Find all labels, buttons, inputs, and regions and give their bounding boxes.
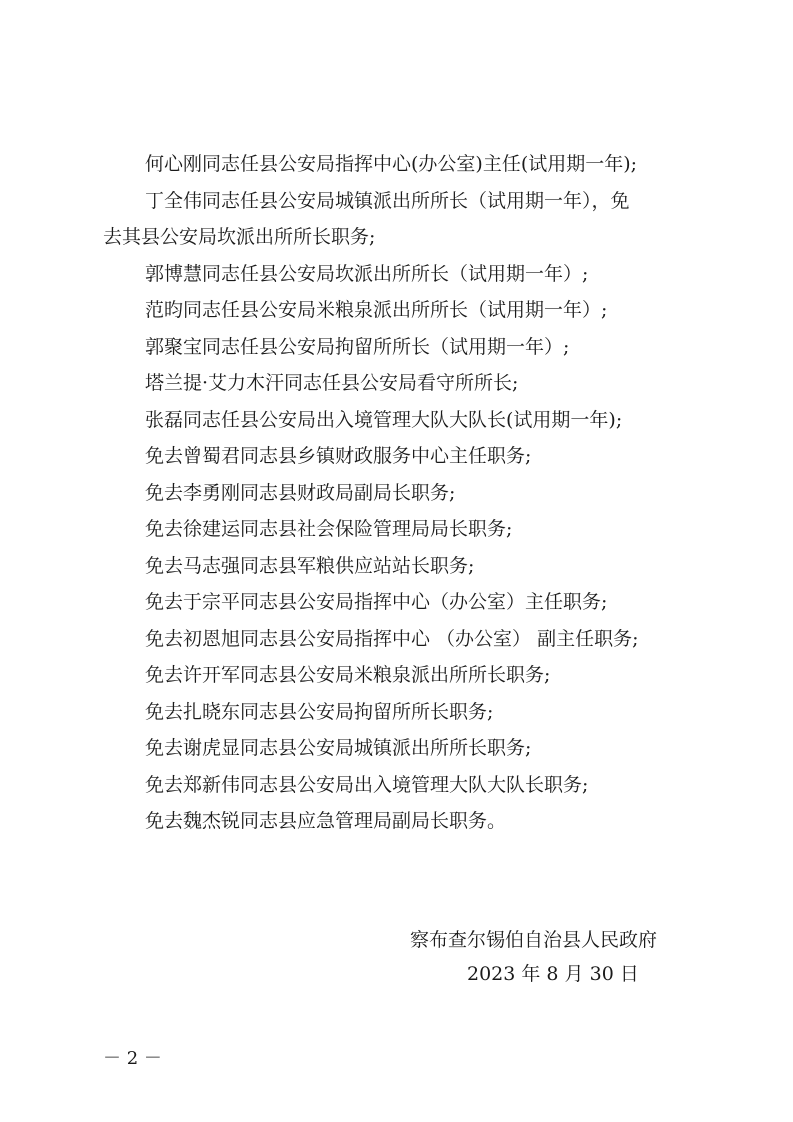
text-line: 免去郑新伟同志县公安局出入境管理大队大队长职务; — [145, 773, 589, 796]
text-line: 免去初恩旭同志县公安局指挥中心 （办公室） 副主任职务; — [145, 627, 639, 650]
text-line: 免去李勇刚同志县财政局副局长职务; — [145, 481, 456, 504]
text-line: 郭博慧同志任县公安局坎派出所所长（试用期一年）; — [145, 262, 589, 285]
document-body — [103, 146, 703, 840]
text-line: 何心刚同志任县公安局指挥中心(办公室)主任(试用期一年); — [145, 153, 638, 175]
issuing-organization: 察布查尔锡伯自治县人民政府 — [410, 929, 658, 951]
text-line: 免去徐建运同志县社会保险管理局局长职务; — [145, 518, 513, 540]
text-line: 丁全伟同志任县公安局城镇派出所所长（试用期一年），免 — [145, 189, 630, 212]
text-line: 免去曾蜀君同志县乡镇财政服务中心主任职务; — [145, 445, 532, 467]
text-line: 张磊同志任县公安局出入境管理大队大队长(试用期一年); — [145, 408, 623, 431]
text-line: 郭聚宝同志任县公安局拘留所所长（试用期一年）; — [145, 335, 570, 358]
signature-block — [410, 925, 710, 993]
text-line: 免去魏杰锐同志县应急管理局副局长职务。 — [145, 810, 507, 832]
text-line: 免去马志强同志县军粮供应站站长职务; — [145, 554, 475, 577]
text-line: 塔兰提·艾力木汗同志任县公安局看守所所长; — [145, 372, 519, 394]
text-line: 免去于宗平同志县公安局指挥中心（办公室）主任职务; — [145, 591, 608, 613]
text-line: 免去谢虎显同志县公安局城镇派出所所长职务; — [145, 737, 532, 759]
text-line: 去其县公安局坎派出所所长职务; — [103, 226, 376, 248]
page-number: － 2 － — [103, 1048, 162, 1069]
text-line: 免去许开军同志县公安局米粮泉派出所所长职务; — [145, 664, 551, 686]
text-line: 免去扎晓东同志县公安局拘留所所长职务; — [145, 700, 494, 723]
text-line: 范昀同志任县公安局米粮泉派出所所长（试用期一年）; — [145, 299, 608, 321]
issue-date: 2023 年 8 月 30 日 — [467, 963, 639, 985]
